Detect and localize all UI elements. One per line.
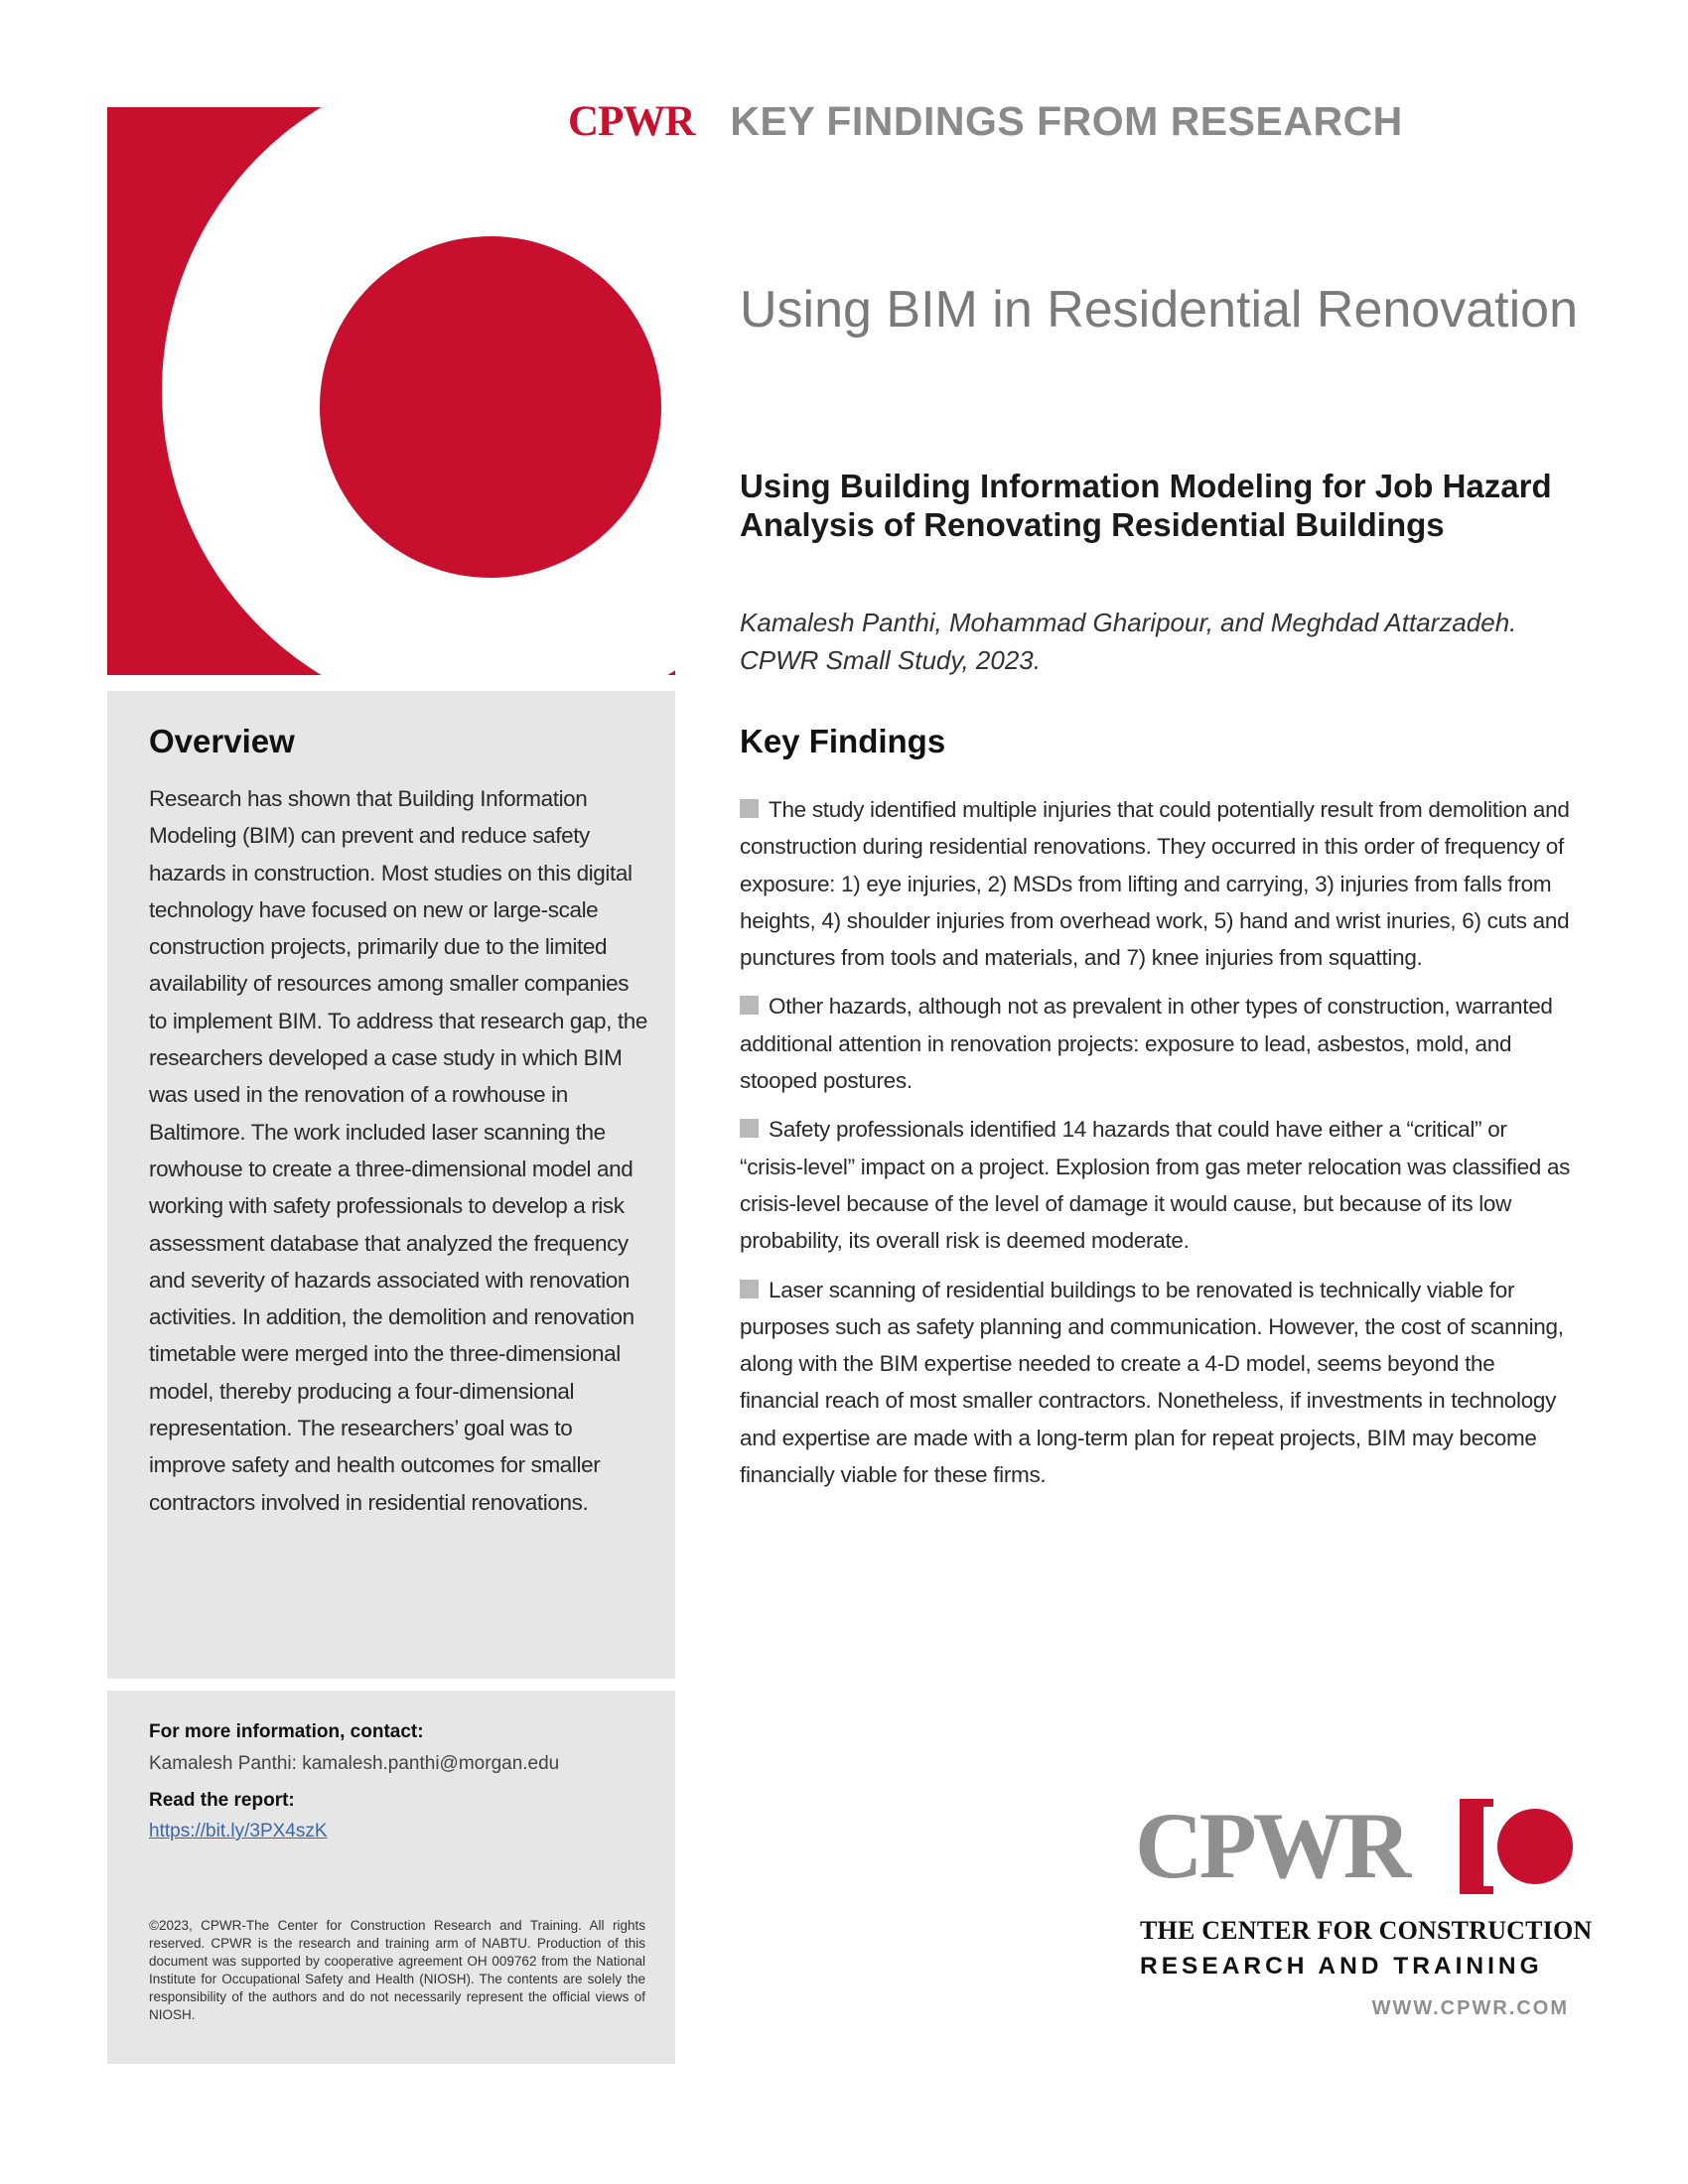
footer-logo	[1132, 1793, 1593, 2027]
square-bullet-icon	[740, 996, 759, 1015]
footer-org-line2: RESEARCH AND TRAINING	[1140, 1953, 1543, 1979]
cpwr-logo-mark-icon	[1460, 1799, 1577, 1894]
finding-text: Other hazards, although not as prevalent in other types of construction, warranted additional attention in renovation projects: exposure to lead, asbestos, mold, and stooped postures.	[740, 994, 1553, 1094]
report-link[interactable]: https://bit.ly/3PX4szK	[149, 1821, 328, 1842]
finding-text: Laser scanning of residential buildings to be renovated is technically viable for purposes such as safety planning and communication. However, the cost of scanning, along with the BIM expertise needed to create a 4-D model, seems beyond the financial reach of most smaller contractors. Nonetheless, if investments in technology and expertise are made with a long-term plan for repeat projects, BIM may become financially viable for these firms.	[740, 1277, 1564, 1488]
finding-text: Safety professionals identified 14 hazards that could have either a “critical” or “crisis-level” impact on a project. Explosion from gas meter relocation was classified as crisis-level because of the level of damage it would cause, but because of its low probability, its overall risk is deemed moderate.	[740, 1117, 1571, 1254]
header-brand	[568, 97, 1403, 153]
contact-label: For more information, contact:	[149, 1721, 424, 1742]
study-citation: Kamalesh Panthi, Mohammad Gharipour, and Meghdad Attarzadeh. CPWR Small Study, 2023.	[740, 608, 1517, 675]
footer-org-line1: THE CENTER FOR CONSTRUCTION	[1140, 1916, 1593, 1945]
hero-graphic	[107, 107, 675, 675]
list-item	[740, 791, 1574, 976]
key-findings-heading: Key Findings	[740, 723, 946, 759]
contact-name-email: Kamalesh Panthi: kamalesh.panthi@morgan.edu	[149, 1753, 560, 1774]
square-bullet-icon	[740, 1119, 759, 1138]
footer-url: WWW.CPWR.COM	[1371, 1997, 1569, 2019]
header-logo-text: CPWR	[568, 98, 695, 145]
square-bullet-icon	[740, 799, 759, 818]
overview-heading: Overview	[149, 723, 295, 759]
list-item	[740, 1272, 1574, 1494]
header-tagline: KEY FINDINGS FROM RESEARCH	[730, 98, 1403, 144]
study-title: Using Building Information Modeling for Job Hazard Analysis of Renovating Residential Buildings	[740, 468, 1552, 543]
finding-text: The study identified multiple injuries that could potentially result from demolition and construction during residential renovations. They occurred in this order of frequency of exposure: 1) eye injuries, 2) MSDs from lifting and carrying, 3) injuries from falls from heights, 4) shoulder injuries from overhead work, 5) hand and wrist inuries, 6) cuts and punctures from tools and materials, and 7) knee injuries from squatting.	[740, 797, 1570, 971]
hero-red-dot	[320, 236, 661, 578]
list-item	[740, 1111, 1574, 1259]
page-title: Using BIM in Residential Renovation	[740, 281, 1578, 339]
contact-panel	[107, 1691, 675, 2064]
footer-logo-wordmark: CPWR	[1135, 1793, 1408, 1898]
overview-panel	[107, 691, 675, 1679]
overview-text: Research has shown that Building Information Modeling (BIM) can prevent and reduce safety hazards in construction. Most studies on this digital technology have focused on new or large-scale construction projects, primarily due to the limited availability of resources among smaller companies to implement BIM. To address that research gap, the researchers developed a case study in which BIM was used in the renovation of a rowhouse in Baltimore. The work included laser scanning the rowhouse to create a three-dimensional model and working with safety professionals to develop a risk assessment database that analyzed the frequency and severity of hazards associated with renovation activities. In addition, the demolition and renovation timetable were merged into the three-dimensional model, thereby producing a four-dimensional representation. The researchers’ goal was to improve safety and health outcomes for smaller contractors involved in residential renovations.	[149, 786, 647, 1515]
key-findings-list	[740, 791, 1574, 1505]
cpwr-circle-mark-icon	[107, 107, 675, 675]
report-label: Read the report:	[149, 1790, 295, 1811]
square-bullet-icon	[740, 1280, 759, 1298]
list-item	[740, 988, 1574, 1099]
copyright-notice: ©2023, CPWR-The Center for Construction Research and Training. All rights reserved. CPWR is the research and training arm of NABTU. Production of this document was supported by cooperative agreement OH 009762 from the National Institute for Occupational Safety and Health (NIOSH). The contents are solely the responsibility of the authors and do not necessarily represent the official views of NIOSH.	[149, 1918, 645, 2022]
